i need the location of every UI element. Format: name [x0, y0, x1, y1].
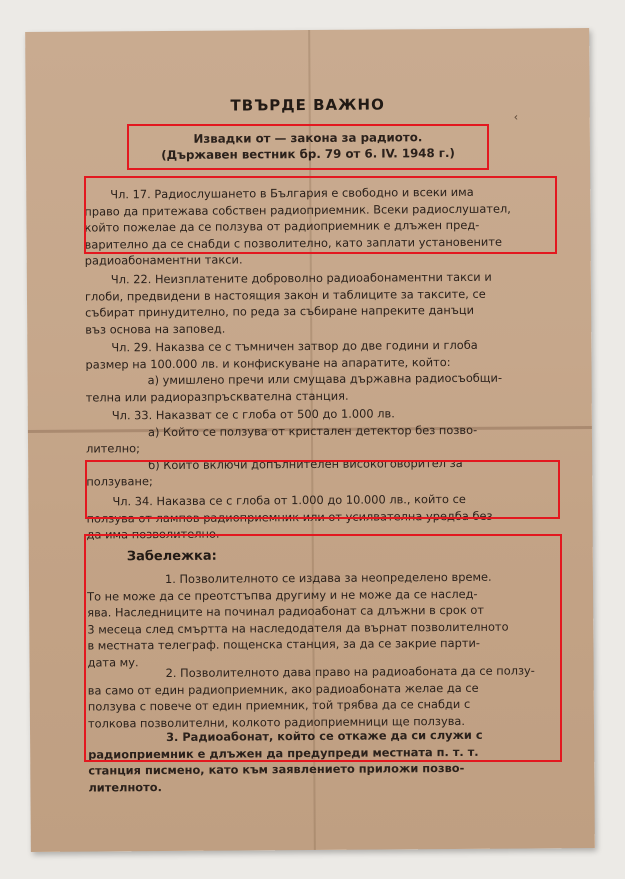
text-line: радиоабонаментни такси.: [84, 252, 243, 268]
text-line: лителното.: [88, 779, 162, 795]
highlight-box-subtitle: [127, 124, 489, 170]
text-line: 3 месеца след смъртта на наследодателя да върнат позволителното: [87, 619, 509, 637]
text-line: въз основа на заповед.: [85, 321, 226, 337]
highlight-box-article-17: [84, 176, 557, 254]
text-line: размер на 100.000 лв. и конфискуване на апаратите, който:: [85, 354, 451, 372]
text-line: варително да се снабди с позволително, като заплати установените: [84, 234, 502, 252]
text-line: да има позволително.: [86, 526, 220, 542]
text-line: 3. Радиоабонат, който се откаже да си служи с: [166, 727, 483, 745]
highlight-box-notes: [84, 534, 562, 762]
text-line: ползува от лампов радиоприемник или от усилвателна уредба без: [86, 508, 493, 526]
text-line: ва само от един радиоприемник, ако радиоабоната желае да се: [87, 680, 479, 698]
text-line: радиоприемник е длъжен да предупреди местната п. т. т.: [88, 744, 479, 762]
text-line: 1. Позволителното се издава за неопределено време.: [164, 569, 492, 587]
text-line: право да притежава собствен радиоприемник. Всеки радиослушател,: [84, 201, 511, 219]
text-line: ява. Наследниците на починал радиоабонат са длъжни в срок от: [87, 602, 485, 620]
text-line: телна или радиоразпръсквателна станция.: [85, 388, 349, 405]
text-line: а) Който се ползува от кристален детектор без позво-: [147, 422, 478, 439]
text-line: Чл. 17. Радиослушането в България е свободно и всеки има: [110, 184, 474, 202]
text-line: То не може да се преотстъпва другиму и не може да се наслед-: [87, 586, 478, 604]
article-29: [85, 336, 555, 406]
text-line: глоби, предвидени в настоящия закон и таблиците за таксите, се: [84, 286, 486, 304]
document-title: ТВЪРДЕ ВАЖНО: [230, 95, 385, 115]
text-line: 2. Позволителното дава право на радиоабоната да се ползу-: [165, 663, 535, 681]
subtitle-line: (Държавен вестник бр. 79 от 6. IV. 1948 г.): [161, 145, 455, 163]
text-line: лително;: [86, 441, 140, 456]
text-line: толкова позволителни, колкото радиоприемници ще ползува.: [87, 713, 466, 731]
text-line: Чл. 29. Наказва се с тъмничен затвор до две години и глоба: [111, 337, 478, 355]
text-line: а) умишлено пречи или смущава държавна радиосъобщи-: [147, 370, 503, 388]
text-line: Чл. 22. Неизплатените доброволно радиоабонаментни такси и: [110, 269, 492, 287]
highlight-box-article-34: [85, 460, 560, 519]
text-line: Чл. 33. Наказват се с глоба от 500 до 1.000 лв.: [111, 406, 395, 423]
subtitle-line: Извадки от — закона за радиото.: [193, 130, 423, 146]
text-line: станция писмено, като към заявлението приложи позво-: [88, 761, 465, 778]
article-22: [85, 268, 555, 338]
text-line: дата му.: [87, 655, 139, 670]
text-line: който пожелае да се ползува от радиоприемник е длъжен пред-: [84, 218, 480, 235]
text-line: б) Който включи допълнителен високоговорител за: [148, 455, 463, 472]
text-line: в местната телеграф. пощенска станция, за да се закрие парти-: [87, 636, 481, 653]
note-heading: Забележка:: [126, 548, 217, 565]
text-line: ползува с повече от един приемник, той трябва да се снабди с: [87, 697, 471, 714]
margin-mark: ‹: [513, 110, 519, 124]
text-line: Чл. 34. Наказва се с глоба от 1.000 до 10.000 лв., който се: [112, 491, 466, 509]
text-line: ползуване;: [86, 474, 153, 489]
text-line: събират принудително, по реда за събиране напреките данъци: [85, 303, 475, 320]
